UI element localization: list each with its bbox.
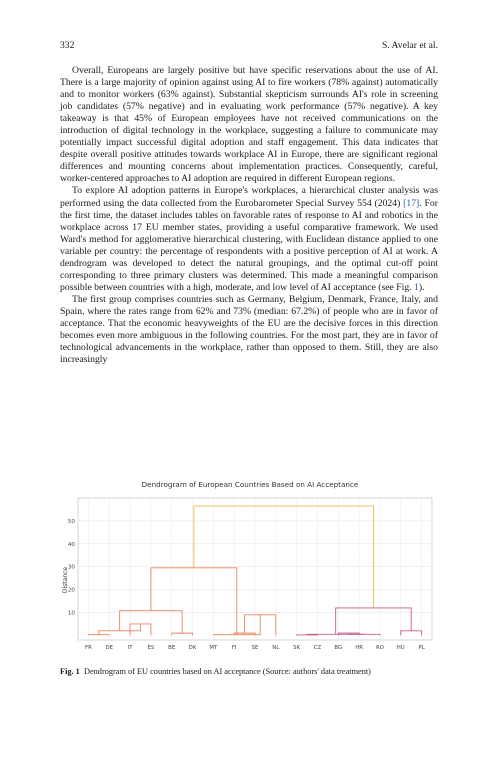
y-tick-label: 50 [67,518,75,525]
dendrogram-link [194,506,374,608]
figure-caption [60,666,438,677]
y-tick-label: 20 [67,587,75,594]
dendrogram-chart [60,478,438,658]
figure-ref-link[interactable]: 1 [414,281,419,293]
caption-label: Fig. 1 [60,667,80,676]
running-head: S. Avelar et al. [381,40,438,51]
x-tick-label: HR [355,645,364,651]
x-tick-label: ES [147,645,155,651]
dendrogram-link [336,608,411,634]
x-tick-label: NL [272,645,280,651]
y-tick-label: 10 [67,610,75,617]
x-tick-label: BE [168,645,176,651]
paragraph-1: Overall, Europeans are largely positive but have specific reservations about the use of AI. There is a large majority of opinion against using AI to fire workers (78% against) automatically and to monitor workers (63% against). Substantial skepticism surrounds AI's role in screening job candidates (57% negative) and in evaluating work performance (57% negative). A key takeaway is that 45% of European employees have not received communications on the introduction of digital technology in the workplace, suggesting a failure to communicate may potentially impact successful digital adoption and staff engagement. This data indicates that despite overall positive attitudes towards workplace AI in Europe, there are significant regional differences and mounting concerns about implementation practices. Consequently, careful, worker-centered approaches to AI adoption are required in different European regions. [60,65,438,185]
paragraph-2 [60,185,438,293]
paragraph-2-text-b: . For the first time, the dataset includes tables on favorable rates of response to AI and robotics in the workplace across 17 EU member states, providing a useful comparative framework. We used Ward's method for agglomerative hierarchical clustering, with Euclidean distance applied to one variable per country: the percentage of respondents with a positive perception of AI at work. A dendrogram was developed to detect the natural groupings, and the optimal cut-off point corresponding to three primary clusters was determined. This made a meaningful comparison possible between countries with a high, moderate, and low level of AI acceptance (see Fig. [60,197,438,293]
x-tick-label: SE [251,645,259,651]
x-tick-label: DE [105,645,114,651]
paragraph-3: The first group comprises countries such as Germany, Belgium, Denmark, France, Italy, and Spain, where the rates range from 62% and 73% (median: 67.2%) of people who are in favor of acceptance. That the economic heavyweights of the EU are the decisive forces in this direction becomes even more ambiguous in the following countries. For the most part, they are in favor of technological advancements in the workplace, rather than opposed to them. Still, they are also increasingly [60,293,438,366]
y-tick-label: 30 [67,564,75,571]
y-axis-label: Distance [62,566,69,594]
y-tick-label: 40 [67,541,75,548]
citation-link[interactable]: [17] [403,197,420,209]
chart-title: Dendrogram of European Countries Based on AI Acceptance [141,480,359,489]
dendrogram-link [172,633,193,635]
x-tick-label: CZ [313,645,322,651]
x-tick-label: RO [375,645,384,651]
x-tick-label: DK [188,645,197,651]
x-tick-label: BG [334,645,343,651]
x-tick-label: HU [396,645,405,651]
dendrogram-link [401,631,422,636]
caption-text: Dendrogram of EU countries based on AI acceptance (Source: authors' data treatment) [83,667,371,676]
x-tick-label: FR [84,645,92,651]
page-number: 332 [60,40,75,51]
dendrogram-link [88,635,109,636]
x-tick-label: MT [209,645,218,651]
x-tick-label: IT [127,645,133,651]
x-tick-label: SK [293,645,301,651]
paragraph-2-text-a: To explore AI adoption patterns in Europe's workplaces, a hierarchical cluster analysis was performed using the data collected from the Eurobarometer Special Survey 554 (2024) [60,185,438,209]
x-tick-label: PL [418,645,425,651]
dendrogram-link [151,568,237,635]
body-text [60,65,438,366]
x-tick-label: FI [231,645,237,651]
paragraph-2-text-c: ). [418,281,425,293]
figure-1 [60,478,438,658]
